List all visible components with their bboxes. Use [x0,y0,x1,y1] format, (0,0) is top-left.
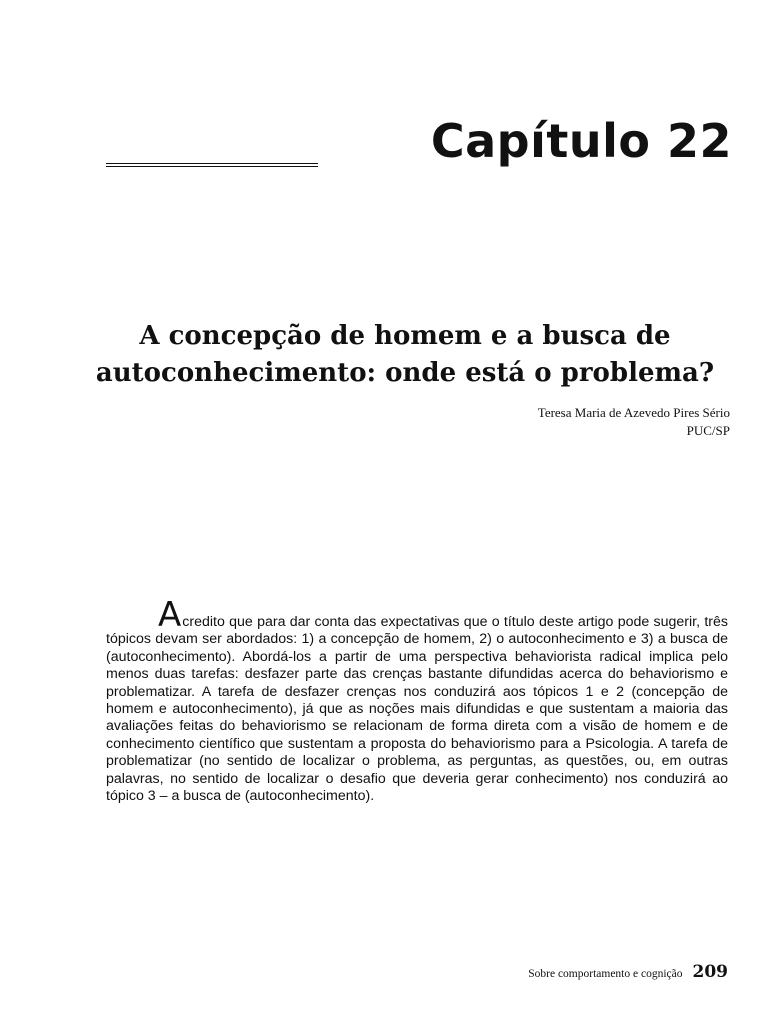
body-paragraph-text: credito que para dar conta das expectativas que o título deste artigo pode sugerir, três tópicos devam ser abordados: 1) a concepção de homem, 2) o autoconhecimento e 3) a busca de (autoconhecimento). Abordá-los a partir de uma perspectiva behaviorista radical implica pelo menos duas tarefas: desfazer parte das crenças bastante difundidas acerca do behaviorismo e problematizar. A tarefa de desfazer crenças nos conduzirá aos tópicos 1 e 2 (concepção de homem e autoconhecimento), já que as noções mais difundidas e que sustentam a maioria das avaliações feitas do behaviorismo se relacionam de forma direta com a visão de homem e de conhecimento científico que sustentam a proposta do behaviorismo para a Psicologia. A tarefa de problematizar (no sentido de localizar o problema, as perguntas, as questões, ou, em outras palavras, no sentido de localizar o desafio que deveria gerar conhecimento) nos conduzirá ao tópico 3 – a busca de (autoconhecimento). [106,614,728,805]
footer-running-title: Sobre comportamento e cognição [528,968,683,980]
drop-cap: A [158,595,182,635]
author-block [538,404,730,440]
article-title: A concepção de homem e a busca de autoconhecimento: onde está o problema? [95,321,715,388]
chapter-rule [106,163,318,167]
running-footer [528,962,728,982]
body-paragraph [106,595,728,805]
chapter-heading: Capítulo 22 [430,114,732,168]
page-number: 209 [692,962,728,982]
author-name: Teresa Maria de Azevedo Pires Sério [537,405,730,420]
author-affiliation: PUC/SP [686,423,730,438]
